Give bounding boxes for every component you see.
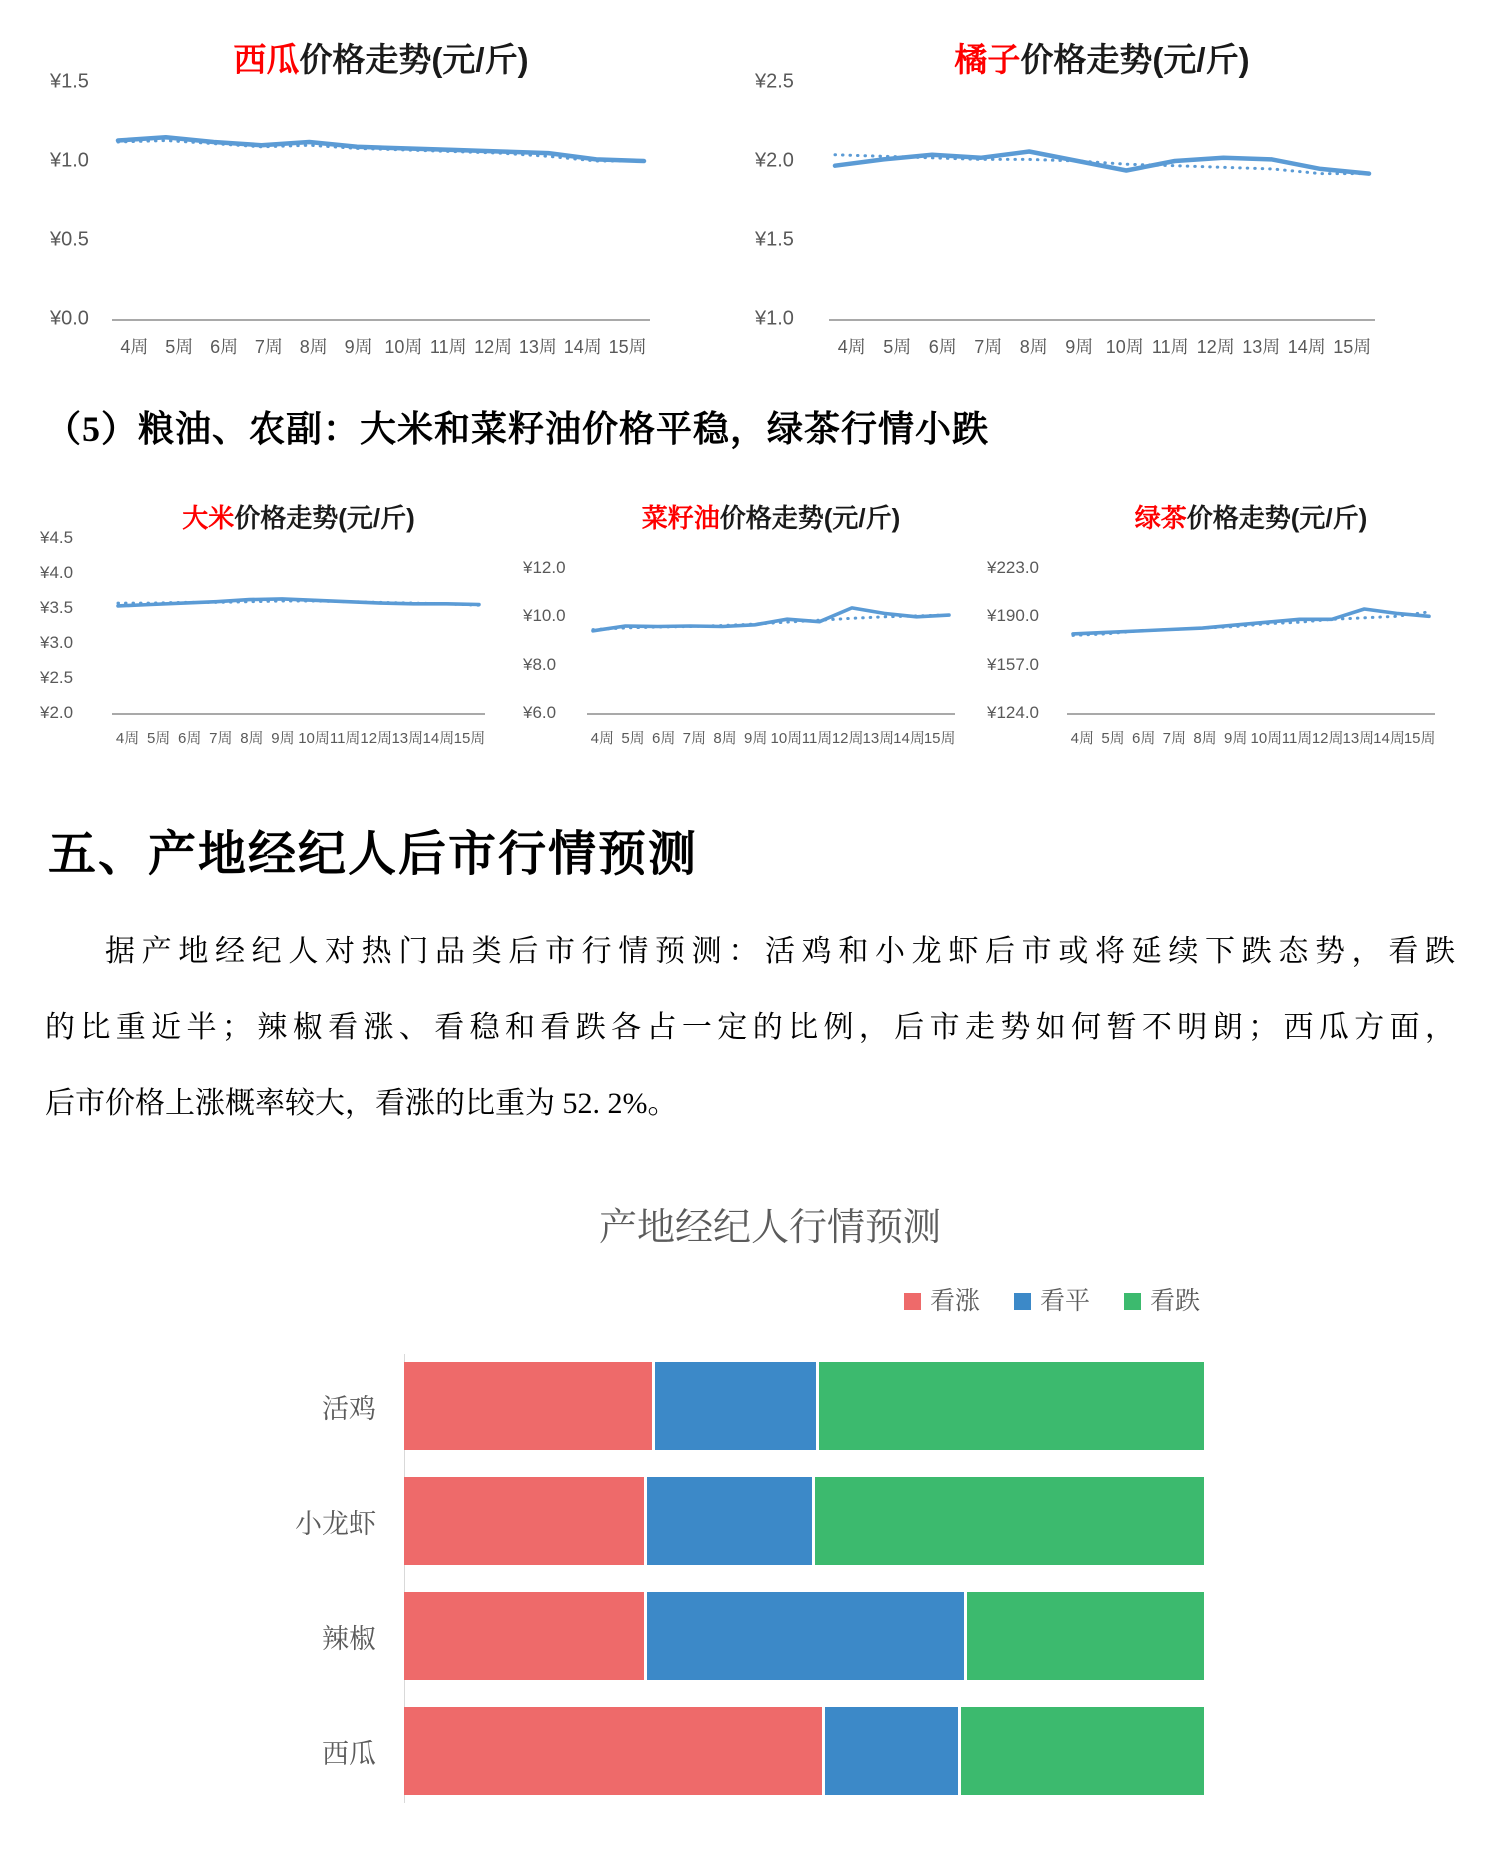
x-tick-label: 12周 <box>474 337 513 357</box>
chart-title-highlight: 大米 <box>182 503 235 533</box>
forecast-bar-chart <box>0 1202 1500 1795</box>
y-tick-label: ¥2.5 <box>755 70 794 93</box>
x-tick-label: 14周 <box>893 730 925 747</box>
bar-segment-看平 <box>644 1477 812 1565</box>
x-tick-label: 7周 <box>209 730 233 747</box>
x-tick-label: 6周 <box>928 337 957 357</box>
x-tick-label: 7周 <box>254 337 283 357</box>
x-tick-label: 14周 <box>563 337 602 357</box>
x-tick-label: 15周 <box>453 730 486 747</box>
x-tick-label: 15周 <box>608 337 647 357</box>
y-tick-label: ¥4.0 <box>40 563 74 582</box>
x-tick-label: 12周 <box>360 730 393 747</box>
y-axis <box>523 558 587 722</box>
legend-label: 看涨 <box>929 1286 980 1315</box>
x-tick-label: 5周 <box>621 730 645 747</box>
x-axis <box>829 321 1375 359</box>
x-tick-label: 11周 <box>329 730 361 747</box>
y-tick-label: ¥2.0 <box>755 149 794 172</box>
bar-row <box>0 1707 1500 1795</box>
forecast-paragraph <box>45 914 1455 1142</box>
legend-swatch-icon <box>1124 1293 1141 1310</box>
y-tick-label: ¥6.0 <box>523 703 557 722</box>
paragraph-line: 的比重近半；辣椒看涨、看稳和看跌各占一定的比例，后市走势如何暂不明朗；西瓜方面， <box>45 1011 1455 1044</box>
legend-swatch-icon <box>1014 1293 1031 1310</box>
x-tick-label: 13周 <box>1242 337 1281 357</box>
chart-title-rest: 价格走势(元/斤) <box>299 41 529 78</box>
plot-area <box>1067 568 1435 715</box>
bar-segment-看跌 <box>816 1362 1204 1450</box>
bar-segment-看平 <box>644 1592 964 1680</box>
top-charts-row <box>0 30 1500 359</box>
x-tick-label: 10周 <box>1105 337 1144 357</box>
x-axis <box>112 715 485 753</box>
x-axis <box>587 715 955 753</box>
rice-price-chart <box>40 492 485 753</box>
grain-charts-row <box>0 492 1500 753</box>
x-tick-label: 10周 <box>384 337 423 357</box>
bar-track <box>404 1592 1204 1680</box>
y-tick-label: ¥3.5 <box>40 598 74 617</box>
x-tick-label: 6周 <box>210 337 239 357</box>
y-tick-label: ¥157.0 <box>987 654 1039 674</box>
x-tick-label: 5周 <box>146 730 171 747</box>
bar-segment-看平 <box>652 1362 816 1450</box>
bar-segment-看平 <box>822 1707 958 1795</box>
paragraph-line: 据产地经纪人对热门品类后市行情预测：活鸡和小龙虾后市或将延续下跌态势，看跌 <box>105 935 1455 968</box>
plot-area <box>829 82 1375 321</box>
x-tick-label: 12周 <box>831 730 864 747</box>
bar-row <box>0 1362 1500 1450</box>
chart-title-rest: 价格走势(元/斤) <box>1020 41 1250 78</box>
chart-title <box>112 500 485 536</box>
chart-title <box>1067 500 1435 536</box>
section-heading: 五、产地经纪人后市行情预测 <box>48 828 699 881</box>
y-tick-label: ¥10.0 <box>523 606 566 626</box>
bar-segment-看跌 <box>964 1592 1204 1680</box>
y-tick-label: ¥8.0 <box>523 654 557 674</box>
x-tick-label: 5周 <box>165 337 194 357</box>
x-tick-label: 13周 <box>518 337 557 357</box>
x-tick-label: 4周 <box>1070 730 1094 747</box>
x-tick-label: 15周 <box>1403 730 1436 747</box>
x-tick-label: 4周 <box>115 730 140 747</box>
bar-rows <box>0 1362 1500 1795</box>
x-tick-label: 8周 <box>1193 730 1217 747</box>
y-tick-label: ¥124.0 <box>987 703 1039 722</box>
orange-price-chart <box>755 30 1375 359</box>
x-tick-label: 9周 <box>1065 337 1094 357</box>
y-tick-label: ¥1.0 <box>50 149 89 172</box>
y-tick-label: ¥3.0 <box>40 633 74 652</box>
bar-track <box>404 1362 1204 1450</box>
x-tick-label: 10周 <box>1250 730 1283 747</box>
chart-title-highlight: 橘子 <box>954 41 1021 78</box>
y-tick-label: ¥2.0 <box>40 703 74 722</box>
x-tick-label: 7周 <box>682 730 706 747</box>
x-tick-label: 12周 <box>1311 730 1344 747</box>
legend-swatch-icon <box>904 1293 921 1310</box>
paragraph-line: 后市价格上涨概率较大，看涨的比重为 52. 2%。 <box>45 1087 678 1120</box>
bar-chart-legend <box>0 1286 1500 1316</box>
bar-category-label: 小龙虾 <box>295 1508 376 1539</box>
x-tick-label: 4周 <box>837 337 866 357</box>
x-tick-label: 15周 <box>923 730 956 747</box>
y-tick-label: ¥2.5 <box>40 668 74 687</box>
x-tick-label: 14周 <box>1287 337 1326 357</box>
green-tea-price-chart <box>987 492 1435 753</box>
legend-item <box>1124 1286 1200 1315</box>
x-tick-label: 9周 <box>344 337 373 357</box>
x-tick-label: 13周 <box>1342 730 1375 747</box>
bar-category-label: 辣椒 <box>322 1623 376 1654</box>
rapeseed-oil-price-chart <box>523 492 955 753</box>
legend-item <box>1014 1286 1090 1315</box>
y-tick-label: ¥12.0 <box>523 558 566 577</box>
x-tick-label: 12周 <box>1196 337 1235 357</box>
x-tick-label: 6周 <box>651 730 676 747</box>
bar-category-label: 活鸡 <box>322 1393 376 1424</box>
chart-title <box>829 38 1375 82</box>
bar-segment-看涨 <box>404 1362 652 1450</box>
x-tick-label: 9周 <box>743 730 768 747</box>
chart-title-rest: 价格走势(元/斤) <box>234 503 415 533</box>
x-tick-label: 10周 <box>298 730 330 747</box>
y-axis <box>987 558 1067 722</box>
plot-area <box>587 568 955 715</box>
chart-title <box>587 500 955 536</box>
x-tick-label: 7周 <box>974 337 1003 357</box>
y-tick-label: ¥1.0 <box>755 307 794 330</box>
x-tick-label: 9周 <box>271 730 295 747</box>
x-tick-label: 15周 <box>1333 337 1372 357</box>
x-tick-label: 4周 <box>590 730 614 747</box>
legend-label: 看跌 <box>1149 1286 1200 1315</box>
x-tick-label: 8周 <box>1019 337 1048 357</box>
x-tick-label: 7周 <box>1162 730 1186 747</box>
bar-segment-看涨 <box>404 1592 644 1680</box>
bar-segment-看跌 <box>812 1477 1204 1565</box>
x-tick-label: 9周 <box>1223 730 1248 747</box>
x-axis <box>112 321 650 359</box>
y-axis <box>50 70 112 330</box>
x-tick-label: 8周 <box>240 730 264 747</box>
bar-segment-看跌 <box>958 1707 1204 1795</box>
x-tick-label: 8周 <box>299 337 328 357</box>
y-tick-label: ¥0.0 <box>50 307 89 330</box>
x-tick-label: 13周 <box>862 730 895 747</box>
x-tick-label: 8周 <box>713 730 737 747</box>
x-tick-label: 10周 <box>770 730 803 747</box>
x-axis <box>1067 715 1435 753</box>
y-tick-label: ¥223.0 <box>987 558 1039 577</box>
x-tick-label: 11周 <box>1281 730 1313 747</box>
bar-segment-看涨 <box>404 1707 822 1795</box>
chart-title-highlight: 绿茶 <box>1134 503 1187 533</box>
watermelon-price-chart <box>50 30 650 359</box>
chart-title <box>112 38 650 82</box>
x-tick-label: 5周 <box>883 337 912 357</box>
bar-row <box>0 1592 1500 1680</box>
bar-track <box>404 1477 1204 1565</box>
legend-item <box>904 1286 980 1315</box>
x-tick-label: 6周 <box>178 730 202 747</box>
x-tick-label: 6周 <box>1131 730 1156 747</box>
y-tick-label: ¥1.5 <box>50 70 89 93</box>
section5-heading: （5）粮油、农副：大米和菜籽油价格平稳，绿茶行情小跌 <box>45 409 990 449</box>
chart-title-rest: 价格走势(元/斤) <box>1186 503 1368 533</box>
x-tick-label: 13周 <box>391 730 424 747</box>
bar-chart-title: 产地经纪人行情预测 <box>598 1207 941 1249</box>
x-tick-label: 4周 <box>120 337 149 357</box>
x-tick-label: 11周 <box>1151 337 1189 357</box>
legend-label: 看平 <box>1039 1286 1090 1315</box>
plot-area <box>112 538 485 715</box>
x-tick-label: 5周 <box>1101 730 1125 747</box>
y-tick-label: ¥1.5 <box>755 228 794 251</box>
bar-track <box>404 1707 1204 1795</box>
x-tick-label: 11周 <box>801 730 833 747</box>
x-tick-label: 14周 <box>422 730 455 747</box>
bar-segment-看涨 <box>404 1477 644 1565</box>
plot-area <box>112 82 650 321</box>
y-tick-label: ¥4.5 <box>40 528 74 547</box>
x-tick-label: 11周 <box>429 337 467 357</box>
chart-title-highlight: 菜籽油 <box>641 503 720 533</box>
y-axis <box>755 70 829 330</box>
bar-row <box>0 1477 1500 1565</box>
x-tick-label: 14周 <box>1373 730 1405 747</box>
y-axis <box>40 528 112 722</box>
chart-title-highlight: 西瓜 <box>233 41 300 78</box>
chart-title-rest: 价格走势(元/斤) <box>719 503 901 533</box>
bar-category-label: 西瓜 <box>322 1738 376 1769</box>
y-tick-label: ¥190.0 <box>987 606 1039 626</box>
y-tick-label: ¥0.5 <box>50 228 89 251</box>
